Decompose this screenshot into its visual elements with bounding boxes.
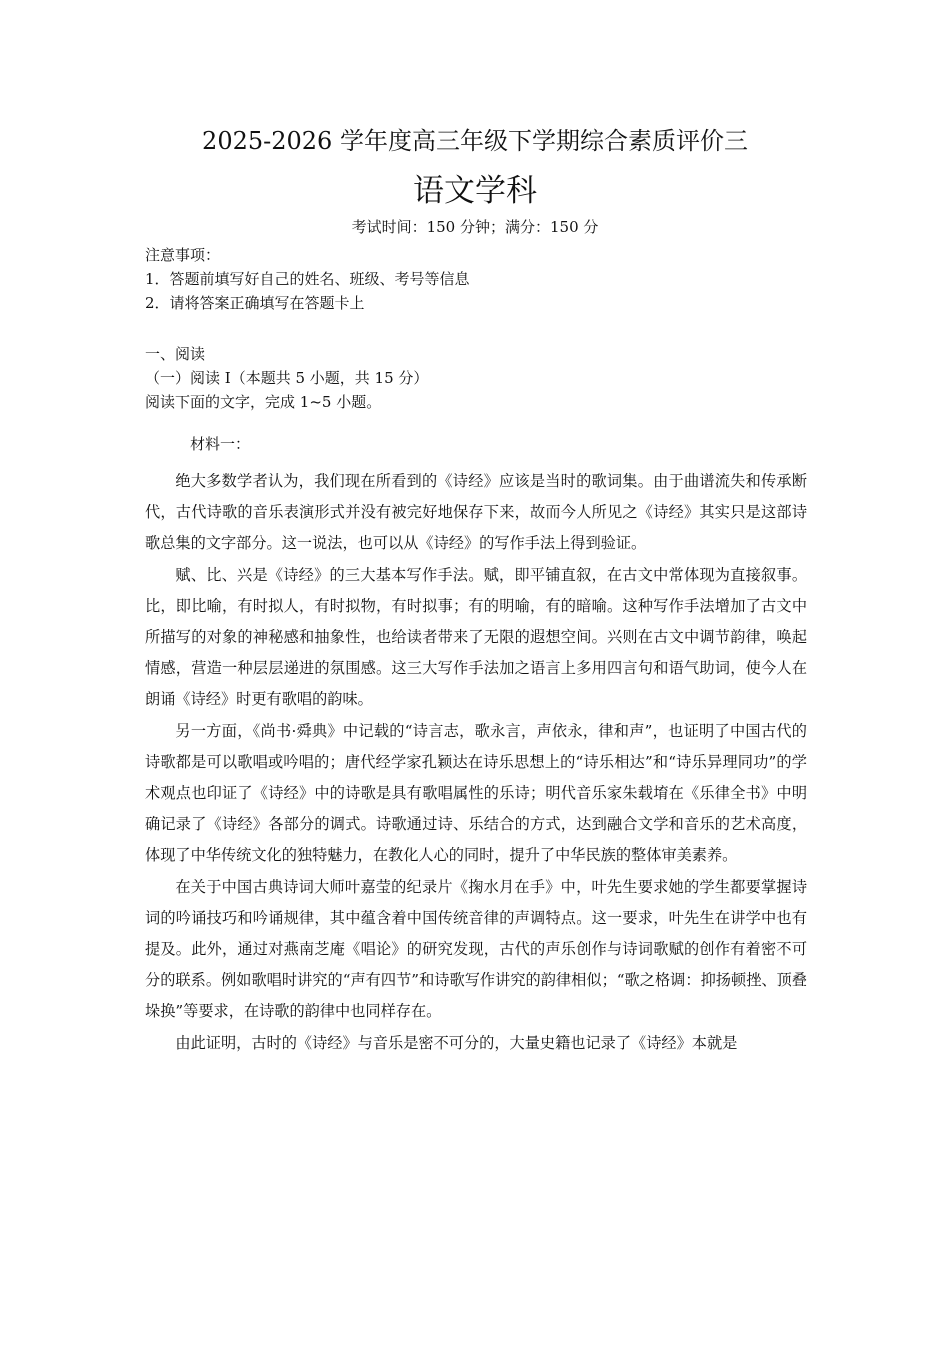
material-body (145, 466, 807, 1059)
section-sub: （一）阅读 I（本题共 5 小题，共 15 分） (145, 369, 429, 387)
subject-title: 语文学科 (413, 173, 537, 209)
exam-title: 2025-2026 学年度高三年级下学期综合素质评价三 (202, 127, 748, 155)
notes-block (145, 243, 825, 315)
section-instruction: 阅读下面的文字，完成 1~5 小题。 (145, 393, 382, 411)
section-header (145, 342, 825, 414)
paragraph: 在关于中国古典诗词大师叶嘉莹的纪录片《掬水月在手》中，叶先生要求她的学生都要掌握诗词的吟诵技巧和吟诵规律，其中蕴含着中国传统音律的声调特点。这一要求，叶先生在讲学中也有提及。此外，通过对燕南芝庵《唱论》的研究发现，古代的声乐创作与诗词歌赋的创作有着密不可分的联系。例如歌唱时讲究的“声有四节”和诗歌写作讲究的韵律相似；“歌之格调：抑扬顿挫、顶叠垛换”等要求，在诗歌的韵律中也同样存在。 (145, 877, 807, 1021)
paragraph: 由此证明，古时的《诗经》与音乐是密不可分的，大量史籍也记录了《诗经》本就是 (175, 1033, 738, 1052)
paragraph: 另一方面，《尚书·舜典》中记载的“诗言志，歌永言，声依永，律和声”，也证明了中国古代的诗歌都是可以歌唱或吟唱的；唐代经学家孔颖达在诗乐思想上的“诗乐相达”和“诗乐异理同功”的学术观点也印证了《诗经》中的诗歌是具有歌唱属性的乐诗；明代音乐家朱载堉在《乐律全书》中明确记录了《诗经》各部分的调式。诗歌通过诗、乐结合的方式，达到融合文学和音乐的艺术高度，体现了中华传统文化的独特魅力，在教化人心的同时，提升了中华民族的整体审美素养。 (145, 721, 807, 865)
section-part: 一、阅读 (145, 345, 206, 363)
material-label: 材料一： (190, 435, 251, 453)
paragraph: 赋、比、兴是《诗经》的三大基本写作手法。赋，即平铺直叙，在古文中常体现为直接叙事。比，即比喻，有时拟人，有时拟物，有时拟事；有的明喻，有的暗喻。这种写作手法增加了古文中所描写的对象的神秘感和抽象性，也给读者带来了无限的遐想空间。兴则在古文中调节韵律，唤起情感，营造一种层层递进的氛围感。这三大写作手法加之语言上多用四言句和语气助词，使今人在朗诵《诗经》时更有歌唱的韵味。 (145, 565, 807, 709)
notes-heading: 注意事项： (145, 246, 221, 264)
paragraph: 绝大多数学者认为，我们现在所看到的《诗经》应该是当时的歌词集。由于曲谱流失和传承断代，古代诗歌的音乐表演形式并没有被完好地保存下来，故而今人所见之《诗经》其实只是这部诗歌总集的文字部分。这一说法，也可以从《诗经》的写作手法上得到验证。 (145, 472, 807, 553)
notes-item: 1．答题前填写好自己的姓名、班级、考号等信息 (145, 270, 470, 288)
notes-item: 2．请将答案正确填写在答题卡上 (145, 294, 365, 312)
exam-info: 考试时间：150 分钟；满分：150 分 (351, 218, 599, 236)
